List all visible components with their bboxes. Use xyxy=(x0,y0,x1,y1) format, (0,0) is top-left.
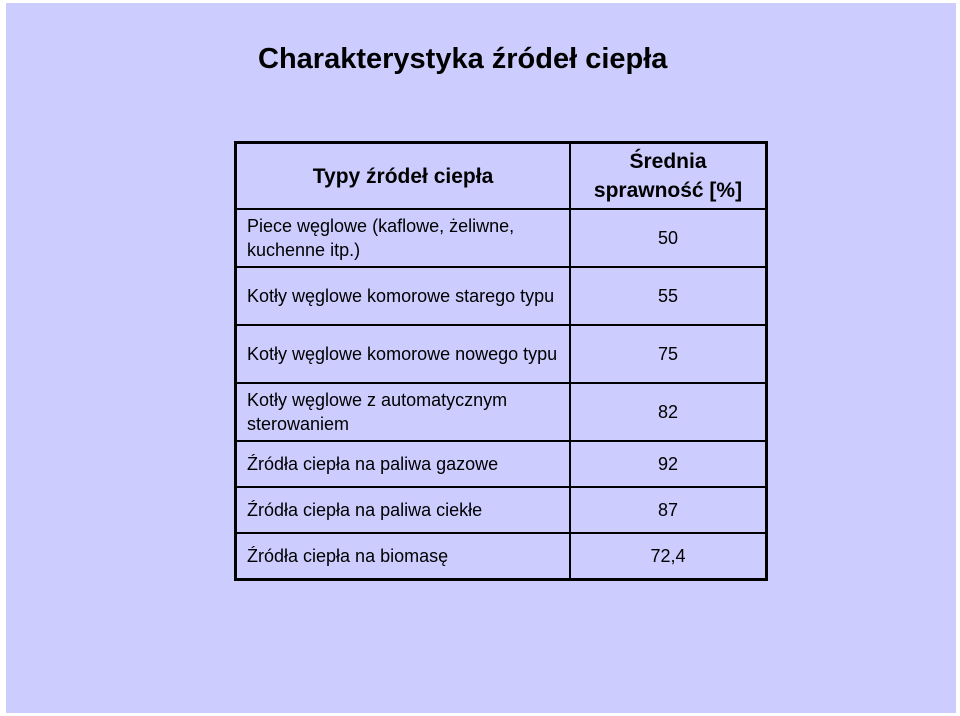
source-type-cell: Źródła ciepła na paliwa gazowe xyxy=(236,441,571,487)
header-average-efficiency xyxy=(570,143,767,210)
header-source-type: Typy źródeł ciepła xyxy=(236,143,571,210)
header-efficiency-line2: sprawność [%] xyxy=(593,179,743,202)
efficiency-cell: 75 xyxy=(570,325,767,383)
source-type-cell: Źródła ciepła na biomasę xyxy=(236,533,571,580)
efficiency-cell: 50 xyxy=(570,209,767,267)
heat-sources-table xyxy=(234,141,768,581)
efficiency-cell: 72,4 xyxy=(570,533,767,580)
table-header-row xyxy=(236,143,767,210)
efficiency-cell: 55 xyxy=(570,267,767,325)
table-row xyxy=(236,209,767,267)
slide-title: Charakterystyka źródeł ciepła xyxy=(258,43,668,75)
header-efficiency-line1: Średnia xyxy=(629,150,707,173)
source-type-cell: Źródła ciepła na paliwa ciekłe xyxy=(236,487,571,533)
source-type-cell: Kotły węglowe komorowe starego typu xyxy=(236,267,571,325)
slide xyxy=(6,3,956,713)
table-row xyxy=(236,325,767,383)
source-type-cell: Piece węglowe (kaflowe, żeliwne, kuchenne itp.) xyxy=(236,209,571,267)
efficiency-cell: 92 xyxy=(570,441,767,487)
source-type-cell: Kotły węglowe komorowe nowego typu xyxy=(236,325,571,383)
table-row xyxy=(236,441,767,487)
source-type-cell: Kotły węglowe z automatycznym sterowaniem xyxy=(236,383,571,441)
efficiency-cell: 87 xyxy=(570,487,767,533)
table-row xyxy=(236,267,767,325)
table-row xyxy=(236,383,767,441)
table-row xyxy=(236,533,767,580)
table-row xyxy=(236,487,767,533)
efficiency-cell: 82 xyxy=(570,383,767,441)
